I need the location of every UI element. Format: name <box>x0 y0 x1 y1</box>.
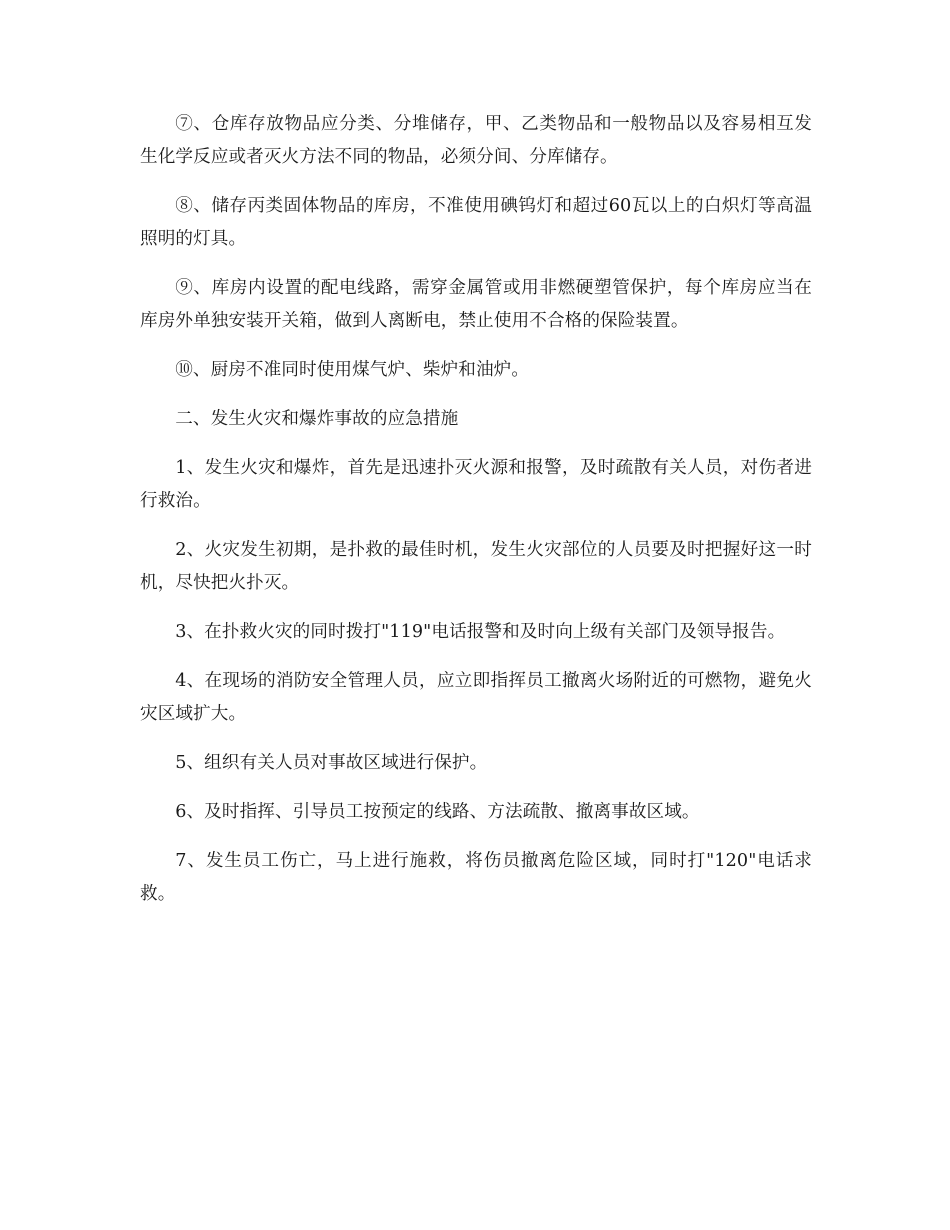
measure-7: 7、发生员工伤亡，马上进行施救，将伤员撤离危险区域，同时打"120"电话求救。 <box>140 851 812 904</box>
measure-1: 1、发生火灾和爆炸，首先是迅速扑灭火源和报警，及时疏散有关人员，对伤者进行救治。 <box>140 458 812 511</box>
measure-5: 5、组织有关人员对事故区域进行保护。 <box>175 753 488 773</box>
measure-2: 2、火灾发生初期，是扑救的最佳时机，发生火灾部位的人员要及时把握好这一时机，尽快把火扑灭。 <box>140 540 812 593</box>
paragraph-item-8: ⑧、储存丙类固体物品的库房，不准使用碘钨灯和超过60瓦以上的白炽灯等高温照明的灯具。 <box>140 196 812 249</box>
paragraph-item-7: ⑦、仓库存放物品应分类、分堆储存，甲、乙类物品和一般物品以及容易相互发生化学反应或者灭火方法不同的物品，必须分间、分库储存。 <box>140 114 812 167</box>
section-heading: 二、发生火灾和爆炸事故的应急措施 <box>175 409 459 429</box>
paragraph-item-10: ⑩、厨房不准同时使用煤气炉、柴炉和油炉。 <box>175 360 530 380</box>
measure-3: 3、在扑救火灾的同时拨打"119"电话报警和及时向上级有关部门及领导报告。 <box>175 622 786 642</box>
document-body <box>140 108 812 927</box>
paragraph-item-9: ⑨、库房内设置的配电线路，需穿金属管或用非燃硬塑管保护，每个库房应当在库房外单独安装开关箱，做到人离断电，禁止使用不合格的保险装置。 <box>140 278 812 331</box>
measure-6: 6、及时指挥、引导员工按预定的线路、方法疏散、撤离事故区域。 <box>175 802 700 822</box>
measure-4: 4、在现场的消防安全管理人员，应立即指挥员工撤离火场附近的可燃物，避免火灾区域扩大。 <box>140 671 812 724</box>
